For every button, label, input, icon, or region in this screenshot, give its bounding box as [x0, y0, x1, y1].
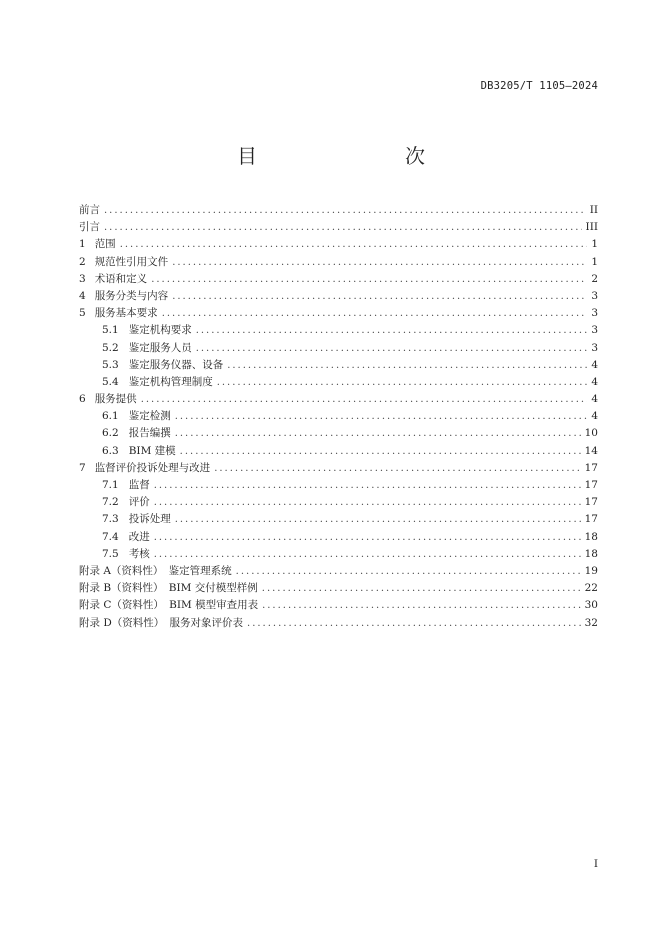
toc-entry-number: 7.2 [102, 496, 119, 509]
toc-entry[interactable] [79, 357, 598, 374]
toc-entry-label: 附录 B（资料性） BIM 交付模型样例 [79, 582, 258, 595]
toc-entry-page: 19 [584, 564, 598, 577]
toc-entry-number: 6.2 [102, 427, 119, 440]
toc-entry-label: 鉴定服务人员 [128, 341, 192, 354]
toc-entry-label: 报告编撰 [128, 427, 171, 440]
toc-entry-page: III [585, 221, 598, 234]
toc-leader-dots [217, 374, 588, 391]
toc-entry[interactable] [79, 374, 598, 391]
toc-entry-page: 17 [584, 496, 598, 509]
toc-entry-label: 前言 [79, 204, 100, 216]
toc-leader-dots [262, 580, 581, 597]
toc-entry[interactable] [79, 494, 598, 511]
toc-entry[interactable] [79, 271, 598, 288]
toc-leader-dots [154, 529, 581, 546]
toc-entry-number: 7.3 [102, 513, 119, 526]
toc-entry-label: 术语和定义 [94, 272, 148, 285]
toc-leader-dots [236, 563, 581, 580]
toc-entry[interactable] [79, 305, 598, 322]
document-code: DB3205/T 1105—2024 [480, 80, 598, 92]
toc-entry-page: 4 [591, 393, 598, 406]
toc-leader-dots [227, 357, 587, 374]
toc-leader-dots [180, 443, 581, 460]
toc-entry-label: 引言 [79, 221, 100, 234]
toc-entry-label: 评价 [128, 496, 150, 509]
toc-leader-dots [247, 615, 581, 632]
toc-entry[interactable] [79, 408, 598, 425]
toc-entry-page: 4 [591, 410, 598, 423]
toc-entry-number: 1 [79, 238, 86, 251]
toc-leader-dots [104, 219, 582, 236]
toc-entry-number: 5.4 [102, 375, 119, 388]
toc-entry-page: 17 [584, 479, 598, 491]
toc-entry[interactable] [79, 391, 598, 408]
toc-entry-page: 4 [591, 375, 598, 388]
toc-entry[interactable] [79, 597, 598, 614]
toc-leader-dots [172, 254, 587, 271]
toc-entry-page: 3 [591, 324, 598, 337]
toc-leader-dots [141, 391, 588, 408]
toc-entry[interactable] [79, 202, 598, 219]
toc-entry-page: 18 [584, 547, 598, 560]
toc-entry-number: 3 [79, 272, 86, 285]
toc-entry-label: 鉴定检测 [128, 410, 171, 423]
toc-entry-label: 附录 D（资料性） 服务对象评价表 [79, 616, 244, 629]
toc-entry[interactable] [79, 511, 598, 528]
toc-entry-page: 4 [591, 358, 598, 371]
toc-entry[interactable] [79, 288, 598, 305]
toc-leader-dots [196, 340, 588, 357]
toc-entry-number: 5.2 [102, 341, 119, 354]
toc-entry-page: II [589, 204, 598, 216]
toc-entry[interactable] [79, 477, 598, 494]
toc-entry-page: 1 [591, 238, 598, 251]
toc-leader-dots [175, 408, 588, 425]
toc-entry[interactable] [79, 580, 598, 597]
toc-entry-label: 改进 [128, 530, 150, 543]
toc-entry-page: 2 [591, 272, 598, 285]
table-of-contents [79, 202, 598, 632]
toc-entry[interactable] [79, 546, 598, 563]
toc-entry[interactable] [79, 254, 598, 271]
toc-entry-label: BIM 建模 [128, 444, 176, 457]
toc-leader-dots [154, 494, 581, 511]
toc-entry-number: 4 [79, 289, 86, 302]
page-title: 目 次 [237, 144, 461, 168]
toc-entry-label: 考核 [128, 547, 150, 560]
toc-entry-number: 6.3 [102, 444, 119, 457]
toc-entry-number: 5.3 [102, 358, 119, 371]
toc-leader-dots [262, 597, 581, 614]
toc-entry[interactable] [79, 340, 598, 357]
toc-entry-page: 3 [591, 289, 598, 302]
toc-entry-number: 7.1 [102, 479, 119, 491]
toc-entry-label: 监督 [128, 479, 150, 491]
toc-entry-page: 14 [584, 444, 598, 457]
toc-entry[interactable] [79, 322, 598, 339]
toc-entry[interactable] [79, 615, 598, 632]
toc-entry-label: 鉴定机构管理制度 [128, 375, 213, 388]
toc-entry-label: 服务分类与内容 [94, 289, 169, 302]
toc-entry-label: 服务提供 [94, 393, 137, 406]
toc-entry-number: 6 [79, 393, 86, 406]
toc-leader-dots [154, 546, 581, 563]
toc-entry-label: 范围 [94, 238, 116, 251]
toc-leader-dots [151, 271, 587, 288]
toc-entry-number: 7.5 [102, 547, 119, 560]
toc-entry-page: 32 [584, 616, 598, 629]
toc-entry[interactable] [79, 219, 598, 236]
toc-entry-page: 30 [584, 599, 598, 612]
toc-entry-page: 18 [584, 530, 598, 543]
toc-leader-dots [175, 511, 581, 528]
toc-entry-number: 5 [79, 307, 86, 320]
toc-entry-number: 2 [79, 255, 86, 268]
toc-leader-dots [154, 477, 581, 494]
toc-entry-page: 22 [584, 582, 598, 595]
toc-leader-dots [162, 305, 588, 322]
toc-leader-dots [175, 425, 581, 442]
toc-entry[interactable] [79, 443, 598, 460]
toc-entry-number: 5.1 [102, 324, 119, 337]
toc-entry-label: 规范性引用文件 [94, 255, 169, 268]
toc-leader-dots [120, 236, 588, 253]
toc-leader-dots [104, 202, 586, 219]
toc-entry[interactable] [79, 563, 598, 580]
toc-entry-page: 17 [584, 513, 598, 526]
toc-leader-dots [196, 322, 588, 339]
toc-entry-number: 7.4 [102, 530, 119, 543]
toc-entry-label: 附录 C（资料性） BIM 模型审查用表 [79, 599, 259, 612]
page-number: I [593, 858, 598, 870]
toc-entry-label: 鉴定服务仪器、设备 [128, 358, 224, 371]
toc-entry-page: 3 [591, 307, 598, 320]
toc-entry-number: 6.1 [102, 410, 119, 423]
toc-entry-label: 鉴定机构要求 [128, 324, 192, 337]
toc-entry-label: 投诉处理 [128, 513, 171, 526]
toc-entry[interactable] [79, 236, 598, 253]
toc-leader-dots [172, 288, 587, 305]
toc-entry-label: 附录 A（资料性） 鉴定管理系统 [79, 564, 232, 577]
toc-leader-dots [214, 460, 580, 477]
toc-entry-page: 10 [584, 427, 598, 440]
toc-entry-label: 监督评价投诉处理与改进 [94, 461, 211, 474]
toc-entry-label: 服务基本要求 [94, 307, 158, 320]
toc-entry[interactable] [79, 460, 598, 477]
toc-entry-number: 7 [79, 461, 86, 474]
toc-entry[interactable] [79, 425, 598, 442]
toc-entry[interactable] [79, 529, 598, 546]
toc-entry-page: 17 [584, 461, 598, 474]
toc-entry-page: 3 [591, 341, 598, 354]
toc-entry-page: 1 [591, 255, 598, 268]
